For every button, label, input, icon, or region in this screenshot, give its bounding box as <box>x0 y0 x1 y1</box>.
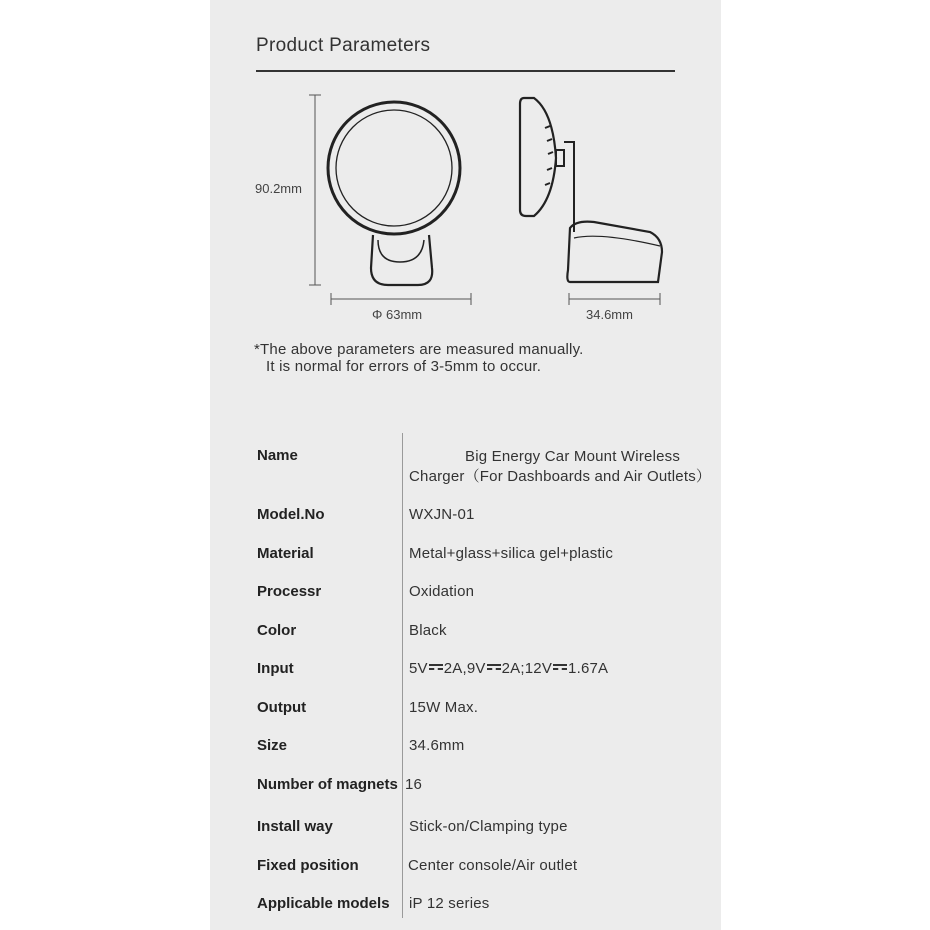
measurement-note <box>254 341 584 375</box>
spec-value-line-1: Big Energy Car Mount Wireless <box>465 448 681 465</box>
height-label: 90.2mm <box>255 181 302 196</box>
spec-label: Fixed position <box>257 857 359 874</box>
spec-value <box>409 660 709 677</box>
spec-label: Processr <box>257 583 322 600</box>
dimension-diagram <box>210 0 721 400</box>
spec-label: Input <box>257 660 294 677</box>
spec-value: Stick-on/Clamping type <box>409 818 568 835</box>
input-part: 5V <box>409 660 428 677</box>
spec-label: Name <box>257 447 298 464</box>
note-line-1: *The above parameters are measured manually. <box>254 341 584 358</box>
diameter-label: Φ 63mm <box>372 307 423 322</box>
side-view-illustration <box>520 98 662 282</box>
front-view-illustration <box>328 102 460 285</box>
input-part: 2A;12V <box>501 660 553 677</box>
page-title: Product Parameters <box>256 35 431 56</box>
depth-dimension <box>569 293 660 305</box>
spec-label: Install way <box>257 818 333 835</box>
height-dimension <box>309 95 321 285</box>
dc-symbol-icon <box>487 664 501 672</box>
spec-label: Number of magnets <box>257 776 398 793</box>
depth-label: 34.6mm <box>586 307 633 322</box>
spec-label: Model.No <box>257 506 325 523</box>
spec-label: Color <box>257 622 297 639</box>
spec-label: Size <box>257 737 288 754</box>
diameter-dimension <box>331 293 471 305</box>
input-part: 2A,9V <box>443 660 486 677</box>
spec-table-divider <box>402 433 403 918</box>
spec-value: iP 12 series <box>409 895 490 912</box>
spec-value: WXJN-01 <box>409 506 475 523</box>
spec-label: Material <box>257 545 314 562</box>
spec-label: Output <box>257 699 307 716</box>
input-part: 1.67A <box>568 660 609 677</box>
spec-value <box>409 447 712 487</box>
spec-value: 34.6mm <box>409 737 465 754</box>
note-line-2: It is normal for errors of 3-5mm to occur. <box>266 358 542 375</box>
dc-symbol-icon <box>553 664 567 672</box>
spec-label: Applicable models <box>257 895 390 912</box>
spec-value: Center console/Air outlet <box>408 857 578 874</box>
spec-value: Black <box>409 622 447 639</box>
spec-value: 15W Max. <box>409 699 479 716</box>
dc-symbol-icon <box>429 664 443 672</box>
product-parameters-panel <box>210 0 721 930</box>
spec-value: 16 <box>405 776 423 793</box>
spec-value-line-2: Charger（For Dashboards and Air Outlets） <box>409 468 712 485</box>
spec-value: Oxidation <box>409 583 475 600</box>
spec-value: Metal+glass+silica gel+plastic <box>409 545 614 562</box>
